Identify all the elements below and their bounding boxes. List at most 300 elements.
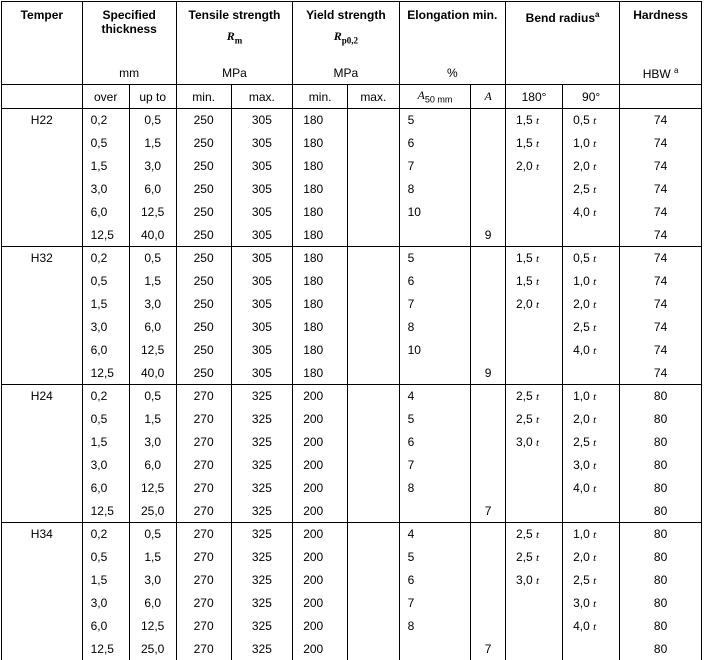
elongation-a	[471, 293, 506, 316]
yield-min: 180	[293, 316, 348, 339]
elongation-a	[471, 592, 506, 615]
thickness-over: 1,5	[82, 293, 129, 316]
table-row	[2, 500, 702, 523]
hardness-value: 74	[620, 224, 702, 247]
temper-blank	[2, 293, 83, 316]
tensile-max: 305	[231, 224, 293, 247]
hardness-value: 80	[620, 454, 702, 477]
bend-90: 2,5 t	[563, 431, 620, 454]
header-yield: Yield strength $R_{p0,2}$	[293, 2, 399, 63]
unit-bend-blank	[505, 62, 619, 85]
tensile-max: 305	[231, 339, 293, 362]
temper-blank	[2, 316, 83, 339]
tensile-max: 305	[231, 316, 293, 339]
temper-blank	[2, 454, 83, 477]
tensile-max: 305	[231, 155, 293, 178]
yield-max	[348, 638, 400, 660]
bend-180: 1,5 t	[505, 132, 562, 155]
elongation-a	[471, 316, 506, 339]
temper-group	[2, 523, 702, 660]
elongation-a	[471, 546, 506, 569]
tensile-min: 250	[176, 339, 231, 362]
yield-max	[348, 546, 400, 569]
table-row	[2, 178, 702, 201]
yield-max	[348, 155, 400, 178]
table-row	[2, 454, 702, 477]
sub-over: over	[82, 85, 129, 109]
elongation-a50	[399, 224, 471, 247]
temper-cell: H22	[2, 109, 83, 133]
tensile-max: 325	[231, 477, 293, 500]
tensile-max: 325	[231, 546, 293, 569]
thickness-over: 1,5	[82, 155, 129, 178]
elongation-a	[471, 615, 506, 638]
elongation-a50: 6	[399, 431, 471, 454]
hardness-value: 80	[620, 638, 702, 660]
hardness-value: 80	[620, 592, 702, 615]
thickness-over: 3,0	[82, 592, 129, 615]
bend-90: 4,0 t	[563, 615, 620, 638]
yield-symbol: $R_{p0,2}$	[293, 29, 398, 47]
yield-min: 200	[293, 431, 348, 454]
elongation-a	[471, 408, 506, 431]
yield-min: 180	[293, 339, 348, 362]
tensile-min: 250	[176, 109, 231, 133]
elongation-a50: 10	[399, 339, 471, 362]
temper-group	[2, 247, 702, 385]
yield-max	[348, 592, 400, 615]
thickness-over: 0,2	[82, 523, 129, 547]
bend-90: 3,0 t	[563, 592, 620, 615]
tensile-max: 325	[231, 523, 293, 547]
bend-90: 1,0 t	[563, 270, 620, 293]
table-row	[2, 592, 702, 615]
table-row	[2, 615, 702, 638]
table-row	[2, 638, 702, 660]
tensile-min: 270	[176, 431, 231, 454]
yield-max	[348, 293, 400, 316]
unit-percent: %	[399, 62, 505, 85]
yield-min: 200	[293, 385, 348, 409]
elongation-a	[471, 385, 506, 409]
table-row	[2, 362, 702, 385]
tensile-max: 325	[231, 454, 293, 477]
table-row	[2, 270, 702, 293]
temper-blank	[2, 592, 83, 615]
unit-temper-blank	[2, 62, 83, 85]
temper-cell: H32	[2, 247, 83, 271]
bend-90: 1,0 t	[563, 523, 620, 547]
thickness-over: 6,0	[82, 615, 129, 638]
tensile-min: 250	[176, 224, 231, 247]
bend-180: 2,5 t	[505, 408, 562, 431]
table-row	[2, 569, 702, 592]
yield-min: 180	[293, 224, 348, 247]
elongation-a50: 8	[399, 316, 471, 339]
bend-90: 2,0 t	[563, 155, 620, 178]
header-hardness: Hardness	[620, 2, 702, 63]
thickness-over: 3,0	[82, 316, 129, 339]
thickness-upto: 1,5	[129, 408, 176, 431]
thickness-over: 6,0	[82, 339, 129, 362]
sub-180: 180°	[505, 85, 562, 109]
hardness-value: 80	[620, 500, 702, 523]
tensile-max: 325	[231, 500, 293, 523]
tensile-min: 250	[176, 201, 231, 224]
bend-90	[563, 362, 620, 385]
thickness-upto: 0,5	[129, 523, 176, 547]
elongation-a50: 8	[399, 178, 471, 201]
temper-blank	[2, 477, 83, 500]
hardness-value: 74	[620, 155, 702, 178]
thickness-upto: 6,0	[129, 454, 176, 477]
bend-90	[563, 224, 620, 247]
tensile-max: 305	[231, 293, 293, 316]
thickness-over: 0,2	[82, 247, 129, 271]
table-row	[2, 408, 702, 431]
bend-90: 4,0 t	[563, 477, 620, 500]
yield-min: 180	[293, 201, 348, 224]
elongation-a	[471, 339, 506, 362]
elongation-a50: 6	[399, 270, 471, 293]
elongation-a: 7	[471, 500, 506, 523]
elongation-a	[471, 247, 506, 271]
yield-min: 180	[293, 178, 348, 201]
thickness-upto: 0,5	[129, 385, 176, 409]
thickness-upto: 40,0	[129, 224, 176, 247]
yield-max	[348, 270, 400, 293]
table-row	[2, 132, 702, 155]
temper-blank	[2, 155, 83, 178]
thickness-upto: 3,0	[129, 155, 176, 178]
yield-min: 200	[293, 523, 348, 547]
yield-max	[348, 408, 400, 431]
yield-max	[348, 569, 400, 592]
temper-blank	[2, 431, 83, 454]
sub-90: 90°	[563, 85, 620, 109]
bend-180: 2,5 t	[505, 523, 562, 547]
thickness-over: 6,0	[82, 477, 129, 500]
elongation-a50: 7	[399, 592, 471, 615]
yield-max	[348, 362, 400, 385]
thickness-upto: 3,0	[129, 569, 176, 592]
hardness-value: 74	[620, 178, 702, 201]
elongation-a	[471, 477, 506, 500]
yield-min: 180	[293, 155, 348, 178]
elongation-a	[471, 201, 506, 224]
temper-blank	[2, 201, 83, 224]
sub-tensile-max: max.	[231, 85, 293, 109]
thickness-over: 12,5	[82, 362, 129, 385]
hardness-value: 74	[620, 362, 702, 385]
bend-90: 2,5 t	[563, 178, 620, 201]
elongation-a	[471, 523, 506, 547]
table-row	[2, 339, 702, 362]
table-row	[2, 477, 702, 500]
bend-180: 1,5 t	[505, 247, 562, 271]
elongation-a50: 5	[399, 408, 471, 431]
thickness-upto: 0,5	[129, 247, 176, 271]
thickness-upto: 1,5	[129, 270, 176, 293]
thickness-upto: 3,0	[129, 293, 176, 316]
tensile-min: 250	[176, 132, 231, 155]
bend-180	[505, 316, 562, 339]
hardness-value: 74	[620, 339, 702, 362]
yield-max	[348, 477, 400, 500]
tensile-min: 270	[176, 408, 231, 431]
hardness-value: 80	[620, 408, 702, 431]
tensile-min: 250	[176, 178, 231, 201]
table-row	[2, 155, 702, 178]
elongation-a	[471, 155, 506, 178]
bend-90: 2,0 t	[563, 546, 620, 569]
thickness-upto: 25,0	[129, 638, 176, 660]
tensile-max: 305	[231, 109, 293, 133]
hardness-value: 80	[620, 385, 702, 409]
bend-180: 3,0 t	[505, 431, 562, 454]
bend-180	[505, 500, 562, 523]
yield-min: 200	[293, 408, 348, 431]
thickness-over: 0,5	[82, 546, 129, 569]
hardness-value: 80	[620, 569, 702, 592]
yield-max	[348, 247, 400, 271]
thickness-upto: 6,0	[129, 316, 176, 339]
bend-90: 2,5 t	[563, 569, 620, 592]
thickness-over: 12,5	[82, 224, 129, 247]
bend-180: 2,0 t	[505, 155, 562, 178]
yield-min: 200	[293, 454, 348, 477]
thickness-over: 0,5	[82, 408, 129, 431]
header-thickness: Specified thickness	[82, 2, 176, 63]
temper-cell: H24	[2, 385, 83, 409]
bend-180	[505, 178, 562, 201]
header-elongation: Elongation min.	[399, 2, 505, 63]
temper-cell: H34	[2, 523, 83, 547]
thickness-over: 3,0	[82, 454, 129, 477]
yield-min: 200	[293, 546, 348, 569]
tensile-max: 305	[231, 132, 293, 155]
tensile-max: 325	[231, 638, 293, 660]
bend-180	[505, 477, 562, 500]
temper-group	[2, 109, 702, 247]
tensile-min: 250	[176, 362, 231, 385]
table-row	[2, 224, 702, 247]
temper-blank	[2, 339, 83, 362]
table-row	[2, 316, 702, 339]
elongation-a50: 4	[399, 385, 471, 409]
sub-temper-blank	[2, 85, 83, 109]
tensile-min: 270	[176, 638, 231, 660]
tensile-min: 270	[176, 546, 231, 569]
elongation-a	[471, 569, 506, 592]
hardness-value: 80	[620, 477, 702, 500]
thickness-over: 0,2	[82, 385, 129, 409]
bend-90: 4,0 t	[563, 201, 620, 224]
bend-90: 1,0 t	[563, 385, 620, 409]
bend-180	[505, 638, 562, 660]
unit-hbw: HBW $^a$	[620, 62, 702, 85]
elongation-a50	[399, 500, 471, 523]
bend-180: 2,5 t	[505, 546, 562, 569]
yield-max	[348, 224, 400, 247]
bend-180	[505, 224, 562, 247]
elongation-a	[471, 132, 506, 155]
hardness-value: 80	[620, 431, 702, 454]
tensile-min: 250	[176, 293, 231, 316]
bend-180	[505, 362, 562, 385]
thickness-over: 3,0	[82, 178, 129, 201]
tensile-min: 250	[176, 270, 231, 293]
bend-180: 2,5 t	[505, 385, 562, 409]
yield-min: 180	[293, 247, 348, 271]
temper-blank	[2, 500, 83, 523]
bend-180	[505, 615, 562, 638]
yield-min: 180	[293, 132, 348, 155]
elongation-a50: 6	[399, 132, 471, 155]
elongation-a50: 7	[399, 293, 471, 316]
yield-min: 200	[293, 592, 348, 615]
bend-180	[505, 201, 562, 224]
tensile-max: 325	[231, 408, 293, 431]
temper-blank	[2, 178, 83, 201]
tensile-max: 305	[231, 201, 293, 224]
temper-blank	[2, 569, 83, 592]
tensile-min: 270	[176, 523, 231, 547]
bend-90: 3,0 t	[563, 454, 620, 477]
bend-90: 1,0 t	[563, 132, 620, 155]
thickness-upto: 12,5	[129, 201, 176, 224]
hardness-value: 80	[620, 523, 702, 547]
temper-blank	[2, 224, 83, 247]
temper-blank	[2, 615, 83, 638]
header-temper: Temper	[2, 2, 83, 63]
hardness-value: 74	[620, 201, 702, 224]
thickness-over: 0,2	[82, 109, 129, 133]
elongation-a	[471, 109, 506, 133]
tensile-max: 305	[231, 247, 293, 271]
bend-90: 0,5 t	[563, 247, 620, 271]
thickness-over: 6,0	[82, 201, 129, 224]
properties-table	[1, 1, 702, 660]
elongation-a50: 8	[399, 615, 471, 638]
sub-yield-max: max.	[348, 85, 400, 109]
yield-min: 180	[293, 270, 348, 293]
yield-min: 180	[293, 109, 348, 133]
yield-max	[348, 109, 400, 133]
bend-180: 3,0 t	[505, 569, 562, 592]
thickness-upto: 12,5	[129, 339, 176, 362]
hardness-value: 74	[620, 109, 702, 133]
elongation-a	[471, 431, 506, 454]
elongation-a50: 4	[399, 523, 471, 547]
elongation-a: 9	[471, 362, 506, 385]
thickness-over: 1,5	[82, 569, 129, 592]
table-row	[2, 523, 702, 547]
bend-90	[563, 500, 620, 523]
thickness-upto: 1,5	[129, 132, 176, 155]
tensile-min: 270	[176, 569, 231, 592]
bend-90	[563, 638, 620, 660]
table-row	[2, 201, 702, 224]
table-row	[2, 247, 702, 271]
hardness-value: 74	[620, 247, 702, 271]
tensile-symbol: $R_m$	[177, 29, 292, 47]
tensile-min: 250	[176, 155, 231, 178]
elongation-a50: 8	[399, 477, 471, 500]
thickness-upto: 6,0	[129, 178, 176, 201]
bend-90: 0,5 t	[563, 109, 620, 133]
header-tensile: Tensile strength $R_m$	[176, 2, 292, 63]
tensile-min: 270	[176, 500, 231, 523]
yield-max	[348, 385, 400, 409]
temper-group	[2, 385, 702, 523]
thickness-upto: 40,0	[129, 362, 176, 385]
tensile-min: 270	[176, 454, 231, 477]
thickness-upto: 1,5	[129, 546, 176, 569]
tensile-max: 325	[231, 385, 293, 409]
yield-max	[348, 201, 400, 224]
thickness-over: 12,5	[82, 638, 129, 660]
tensile-max: 305	[231, 362, 293, 385]
yield-min: 180	[293, 362, 348, 385]
tensile-max: 305	[231, 270, 293, 293]
sub-yield-min: min.	[293, 85, 348, 109]
yield-max	[348, 178, 400, 201]
unit-mpa-tensile: MPa	[176, 62, 292, 85]
thickness-upto: 3,0	[129, 431, 176, 454]
hardness-value: 74	[620, 270, 702, 293]
thickness-upto: 0,5	[129, 109, 176, 133]
unit-mpa-yield: MPa	[293, 62, 399, 85]
yield-min: 180	[293, 293, 348, 316]
temper-blank	[2, 546, 83, 569]
thickness-over: 12,5	[82, 500, 129, 523]
temper-blank	[2, 270, 83, 293]
bend-90: 2,0 t	[563, 408, 620, 431]
table-row	[2, 109, 702, 133]
sub-hardness-blank	[620, 85, 702, 109]
elongation-a50: 5	[399, 546, 471, 569]
tensile-min: 270	[176, 477, 231, 500]
bend-180	[505, 339, 562, 362]
tensile-max: 325	[231, 569, 293, 592]
tensile-max: 325	[231, 615, 293, 638]
yield-min: 200	[293, 638, 348, 660]
table-row	[2, 431, 702, 454]
elongation-a50: 7	[399, 454, 471, 477]
bend-180	[505, 592, 562, 615]
hardness-value: 74	[620, 132, 702, 155]
thickness-over: 1,5	[82, 431, 129, 454]
temper-blank	[2, 638, 83, 660]
tensile-min: 270	[176, 615, 231, 638]
elongation-a	[471, 178, 506, 201]
table-row	[2, 546, 702, 569]
tensile-min: 250	[176, 316, 231, 339]
thickness-upto: 6,0	[129, 592, 176, 615]
sub-tensile-min: min.	[176, 85, 231, 109]
table-row	[2, 293, 702, 316]
elongation-a	[471, 454, 506, 477]
elongation-a50	[399, 638, 471, 660]
temper-blank	[2, 408, 83, 431]
bend-180: 1,5 t	[505, 109, 562, 133]
yield-min: 200	[293, 500, 348, 523]
sub-upto: up to	[129, 85, 176, 109]
sub-a: A	[471, 85, 506, 109]
bend-90: 2,0 t	[563, 293, 620, 316]
bend-180: 1,5 t	[505, 270, 562, 293]
